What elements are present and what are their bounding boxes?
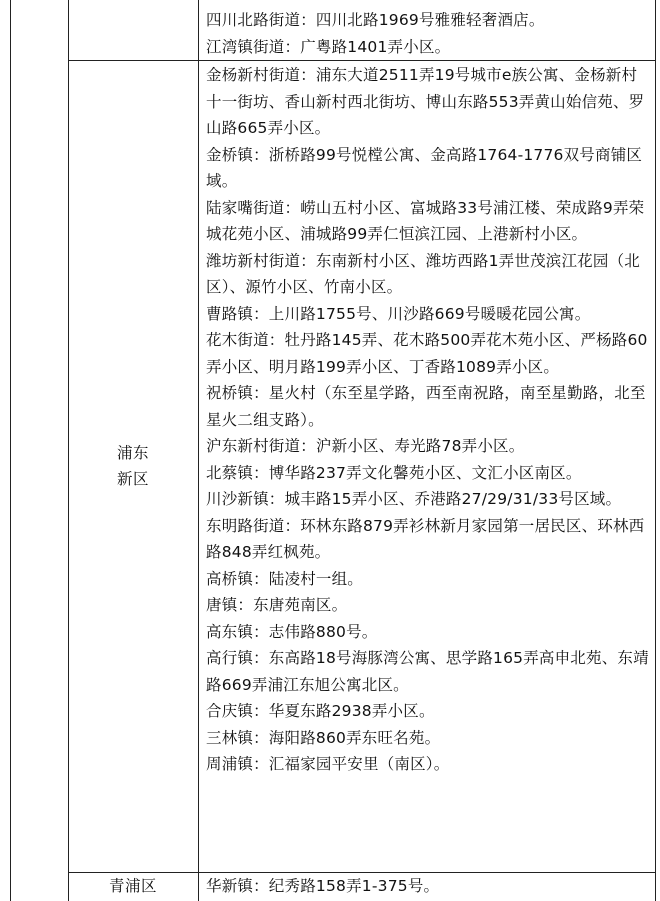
district-label-pudong [68, 440, 198, 492]
list-item: 潍坊新村街道：东南新村小区、潍坊西路1弄世茂滨江花园（北区）、源竹小区、竹南小区。 [206, 251, 640, 296]
list-item: 周浦镇：汇福家园平安里（南区）。 [206, 755, 450, 773]
list-item: 唐镇：东唐苑南区。 [206, 596, 348, 614]
list-item: 北蔡镇：博华路237弄文化馨苑小区、文汇小区南区。 [206, 463, 582, 482]
list-item: 高行镇：东高路18号海豚湾公寓、思学路165弄高申北苑、东靖路669弄浦江东旭公寓北区。 [206, 649, 649, 694]
table-right-border [655, 0, 656, 901]
list-item: 祝桥镇：星火村（东至星学路，西至南祝路，南至星勤路，北至星火二组支路）。 [206, 384, 646, 429]
list-item: 陆家嘴街道：崂山五村小区、富城路33号浦江楼、荣成路9弄荣城花苑小区、浦城路99弄仁恒滨江园、上港新村小区。 [206, 198, 645, 243]
hongkou-entry-jiangwan: 江湾镇街道：广粤路1401弄小区。 [206, 38, 451, 56]
pudong-entry-list [206, 62, 652, 778]
list-item: 金杨新村街道：浦东大道2511弄19号城市e族公寓、金杨新村十一街坊、香山新村西北街坊、博山东路553弄黄山始信苑、罗山路665弄小区。 [206, 66, 645, 137]
list-item: 沪东新村街道：沪新小区、寿光路78弄小区。 [206, 437, 525, 455]
list-item: 高东镇：志伟路880号。 [206, 622, 378, 641]
list-item: 曹路镇：上川路1755号、川沙路669号暖暖花园公寓。 [206, 304, 591, 323]
list-item: 三林镇：海阳路860弄东旺名苑。 [206, 728, 441, 747]
qingpu-entry-huaxin: 华新镇：纪秀路158弄1-375号。 [206, 877, 440, 895]
list-item: 东明路街道：环林东路879弄衫林新月家园第一居民区、环林西路848弄红枫苑。 [206, 516, 645, 561]
district-label-line-1: 浦东 [116, 444, 149, 462]
district-label-line-2: 新区 [116, 470, 149, 488]
list-item: 高桥镇：陆凌村一组。 [206, 569, 364, 588]
list-item: 金桥镇：浙桥路99号悦樘公寓、金高路1764-1776双号商铺区域。 [206, 145, 643, 190]
table-left-border [10, 0, 11, 901]
district-label-qingpu: 青浦区 [108, 877, 157, 895]
hongkou-entry-sichuanbeilu: 四川北路街道：四川北路1969号雅雅轻奢酒店。 [206, 11, 545, 29]
list-item: 川沙新镇：城丰路15弄小区、乔港路27/29/31/33号区域。 [206, 490, 622, 508]
table-column-divider-2 [198, 0, 199, 901]
list-item: 合庆镇：华夏东路2938弄小区。 [206, 702, 435, 720]
list-item: 花木街道：牡丹路145弄、花木路500弄花木苑小区、严杨路60弄小区、明月路199弄小区、丁香路1089弄小区。 [206, 331, 648, 376]
